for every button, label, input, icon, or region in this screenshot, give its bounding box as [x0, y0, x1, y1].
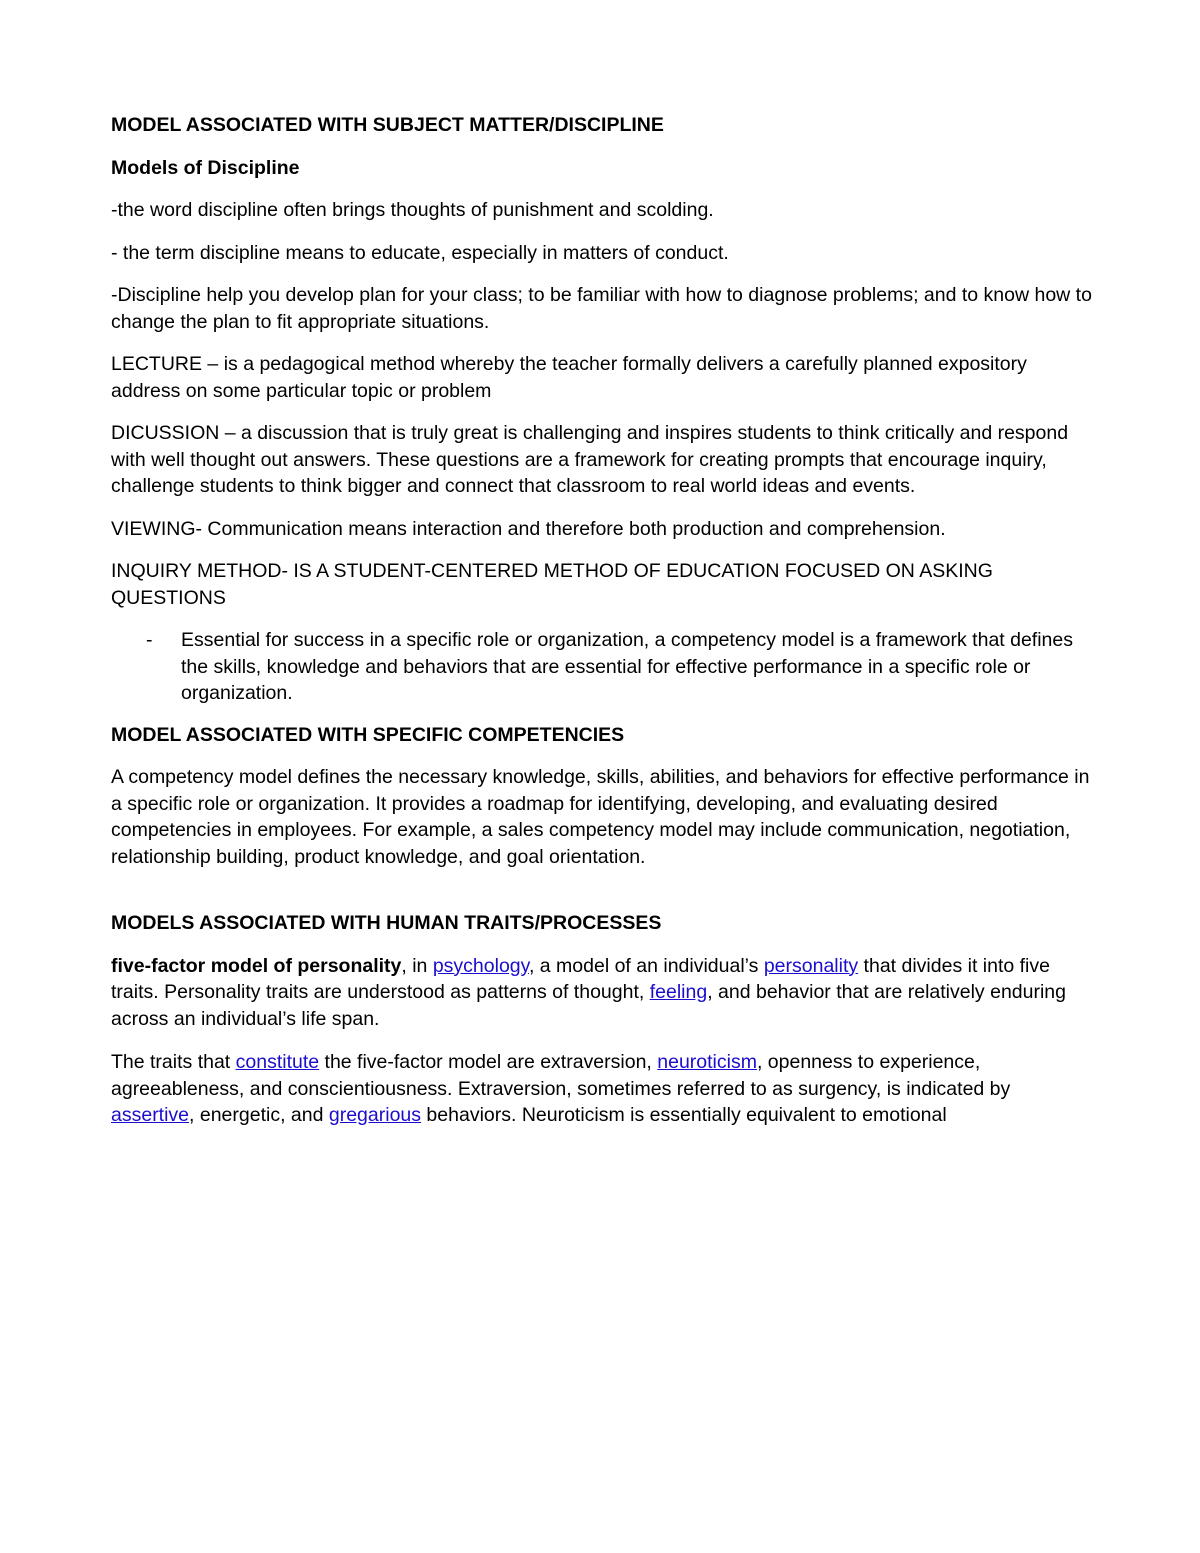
link-psychology[interactable]: psychology	[432, 954, 529, 977]
paragraph-discipline-punishment: -the word discipline often brings thoughts of punishment and scolding.	[111, 199, 714, 221]
section-heading-human-traits: MODELS ASSOCIATED WITH HUMAN TRAITS/PROCESSES	[111, 912, 662, 934]
text-run: The traits that	[111, 1051, 236, 1073]
subheading-models-of-discipline: Models of Discipline	[111, 156, 300, 179]
section-heading-subject-matter: MODEL ASSOCIATED WITH SUBJECT MATTER/DISCIPLINE	[111, 114, 664, 136]
paragraph-five-factor-model	[111, 953, 1096, 1033]
bullet-dash: -	[146, 629, 153, 651]
blank-line	[111, 870, 1096, 910]
text-run: that divides it into five traits. Personality traits are understood as patterns of thought,	[111, 954, 1050, 1003]
bullet-text: Essential for success in a specific role or organization, a competency model is a framework that defines the skills, knowledge and behaviors that are essential for effective performance in a specific role or organization.	[181, 629, 1074, 704]
link-gregarious[interactable]: gregarious	[328, 1104, 422, 1126]
section-heading-specific-competencies: MODEL ASSOCIATED WITH SPECIFIC COMPETENCIES	[111, 723, 625, 746]
paragraph-lecture: LECTURE – is a pedagogical method whereby the teacher formally delivers a carefully planned expository address on some particular topic or problem	[111, 353, 1027, 402]
paragraph-competency-model: A competency model defines the necessary knowledge, skills, abilities, and behaviors for effective performance in a specific role or organization. It provides a roadmap for identifying, developing, and evaluating desired competencies in employees. For example, a sales competency model may include communication, negotiation, relationship building, product knowledge, and goal orientation.	[111, 766, 1090, 868]
paragraph-viewing: VIEWING- Communication means interaction and therefore both production and comprehension.	[111, 517, 946, 540]
paragraph-discussion: DICUSSION – a discussion that is truly great is challenging and inspires students to think critically and respond with well thought out answers. These questions are a framework for creating prompts that encourage inquiry, challenge students to think bigger and connect that classroom to real world ideas and events.	[111, 422, 1069, 497]
paragraph-traits	[111, 1049, 1096, 1129]
text-run: behaviors. Neuroticism is essentially equivalent to emotional	[421, 1104, 947, 1126]
document-page	[111, 112, 1096, 1129]
text-run: , and behavior that are relatively enduring across an individual’s life span.	[111, 981, 1066, 1030]
link-feeling[interactable]: feeling	[649, 981, 708, 1003]
link-constitute[interactable]: constitute	[235, 1051, 320, 1073]
bullet-item-competency	[111, 627, 1096, 707]
bold-term-five-factor: five-factor model of personality	[111, 954, 402, 977]
text-run: , a model of an individual’s	[528, 954, 764, 977]
text-run: , energetic, and	[189, 1104, 329, 1126]
link-personality[interactable]: personality	[763, 954, 859, 977]
link-neuroticism[interactable]: neuroticism	[657, 1051, 757, 1073]
paragraph-discipline-plan: -Discipline help you develop plan for your class; to be familiar with how to diagnose problems; and to know how to change the plan to fit appropriate situations.	[111, 284, 1092, 333]
text-run: , in	[401, 954, 433, 977]
text-run: the five-factor model are extraversion,	[319, 1051, 658, 1073]
link-assertive[interactable]: assertive	[111, 1104, 190, 1126]
paragraph-discipline-educate: - the term discipline means to educate, especially in matters of conduct.	[111, 241, 729, 264]
paragraph-inquiry-method: INQUIRY METHOD- IS A STUDENT-CENTERED METHOD OF EDUCATION FOCUSED ON ASKING QUESTIONS	[111, 560, 993, 609]
text-run: , openness to experience, agreeableness, and conscientiousness. Extraversion, sometimes referred to as surgency, is indicated by	[111, 1051, 1011, 1100]
